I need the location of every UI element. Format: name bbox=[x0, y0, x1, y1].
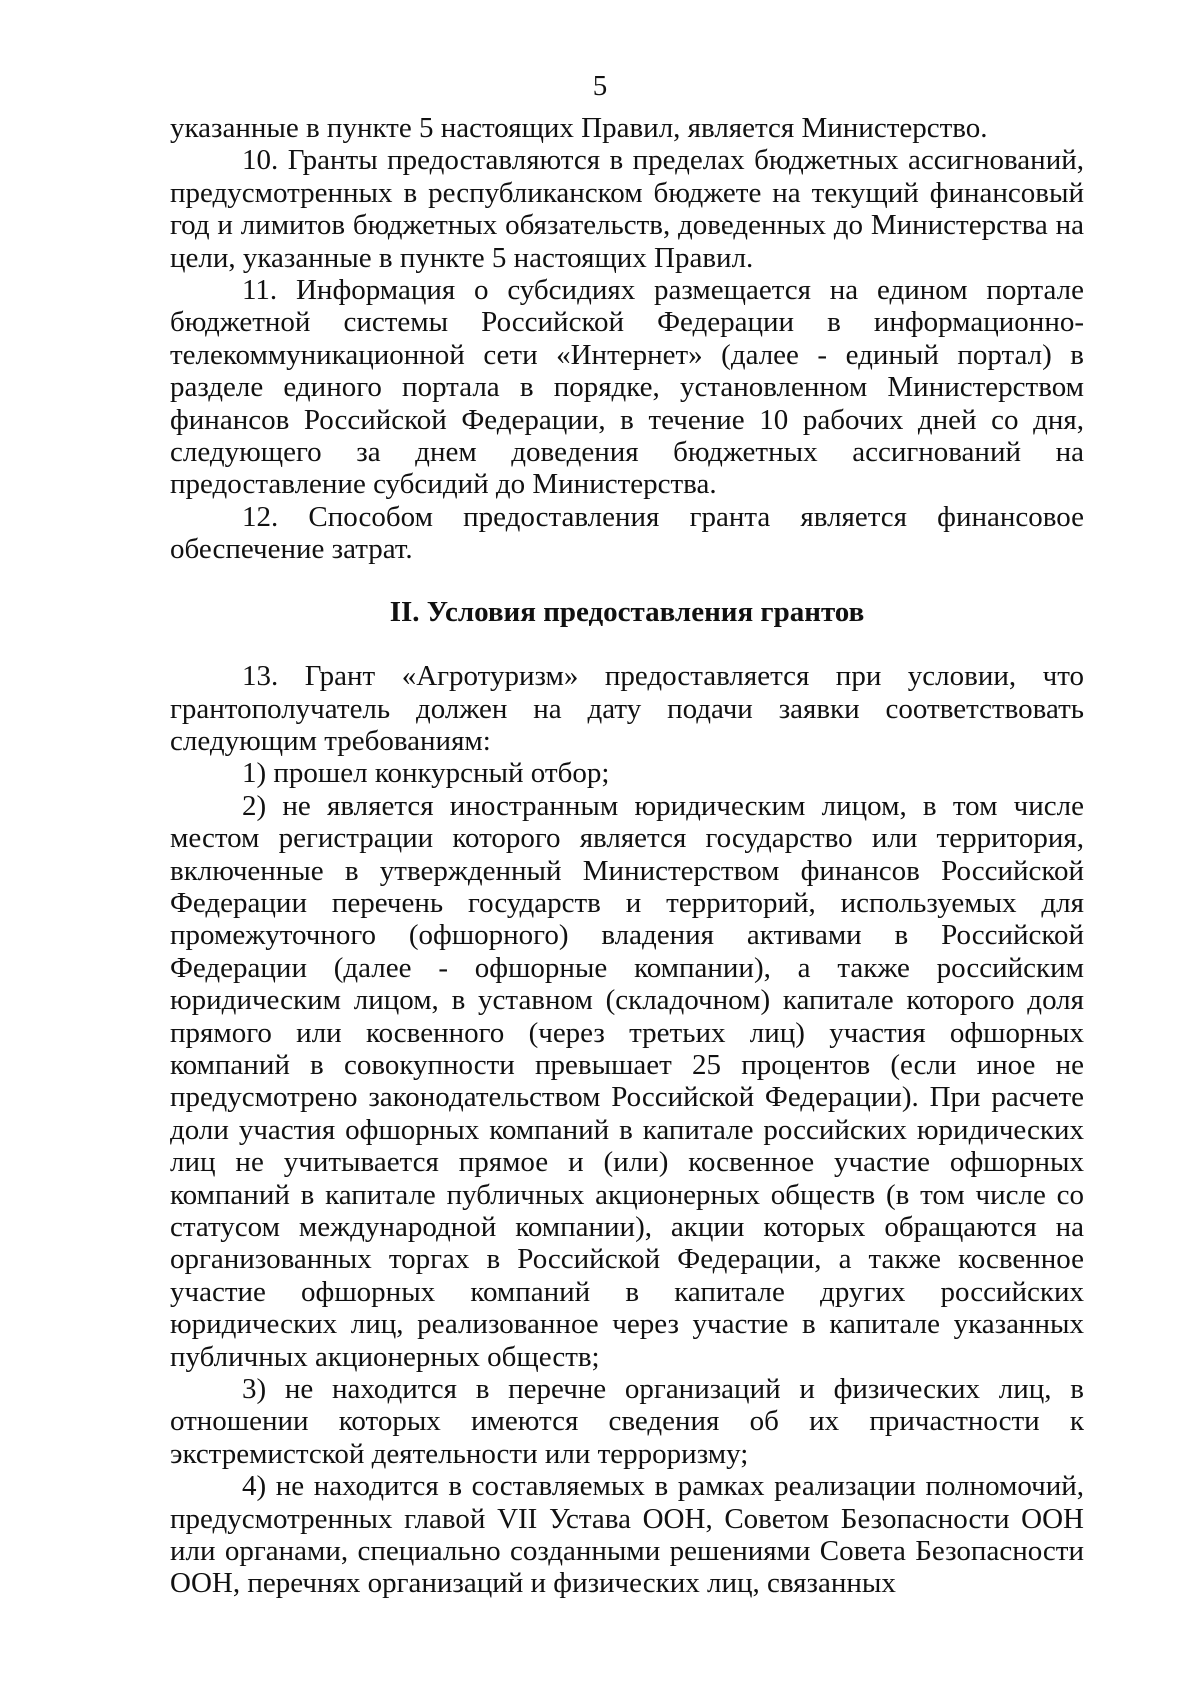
paragraph-12: 12. Способом предоставления гранта является финансовое обеспечение затрат. bbox=[170, 500, 1084, 566]
requirement-3: 3) не находится в перечне организаций и физических лиц, в отношении которых имеются сведения об их причастности к экстремистской деятельности или терроризму; bbox=[170, 1373, 1084, 1470]
paragraph-10: 10. Гранты предоставляются в пределах бюджетных ассигнований, предусмотренных в республиканском бюджете на текущий финансовый год и лимитов бюджетных обязательств, доведенных до Министерства на цели, указанные в пункте 5 настоящих Правил. bbox=[170, 144, 1084, 274]
requirement-4: 4) не находится в составляемых в рамках реализации полномочий, предусмотренных главой VII Устава ООН, Советом Безопасности ООН или органами, специально созданными решениями Совета Безопасности ООН, перечнях организаций и физических лиц, связанных bbox=[170, 1470, 1084, 1600]
paragraph-13: 13. Грант «Агротуризм» предоставляется при условии, что грантополучатель должен на дату подачи заявки соответствовать следующим требованиям: bbox=[170, 660, 1084, 757]
section-heading: II. Условия предоставления грантов bbox=[389, 595, 865, 628]
document-body bbox=[170, 112, 1084, 1600]
paragraph-11: 11. Информация о субсидиях размещается на едином портале бюджетной системы Российской Федерации в информационно-телекоммуникационной сети «Интернет» (далее - единый портал) в разделе единого портала в порядке, установленном Министерством финансов Российской Федерации, в течение 10 рабочих дней со дня, следующего за днем доведения бюджетных ассигнований на предоставление субсидий до Министерства. bbox=[170, 274, 1084, 501]
requirement-1: 1) прошел конкурсный отбор; bbox=[242, 757, 610, 790]
page-number: 5 bbox=[592, 70, 608, 102]
requirement-2: 2) не является иностранным юридическим лицом, в том числе местом регистрации которого является государство или территория, включенные в утвержденный Министерством финансов Российской Федерации перечень государств и территорий, используемых для промежуточного (офшорного) владения активами в Российской Федерации (далее - офшорные компании), а также российским юридическим лицом, в уставном (складочном) капитале которого доля прямого или косвенного (через третьих лиц) участия офшорных компаний в совокупности превышает 25 процентов (если иное не предусмотрено законодательством Российской Федерации). При расчете доли участия офшорных компаний в капитале российских юридических лиц не учитывается прямое и (или) косвенное участие офшорных компаний в капитале публичных акционерных обществ (в том числе со статусом международной компании), акции которых обращаются на организованных торгах в Российской Федерации, а также косвенное участие офшорных компаний в капитале других российских юридических лиц, реализованное через участие в капитале указанных публичных акционерных обществ; bbox=[170, 789, 1084, 1373]
paragraph-continuation: указанные в пункте 5 настоящих Правил, является Министерство. bbox=[170, 112, 988, 144]
